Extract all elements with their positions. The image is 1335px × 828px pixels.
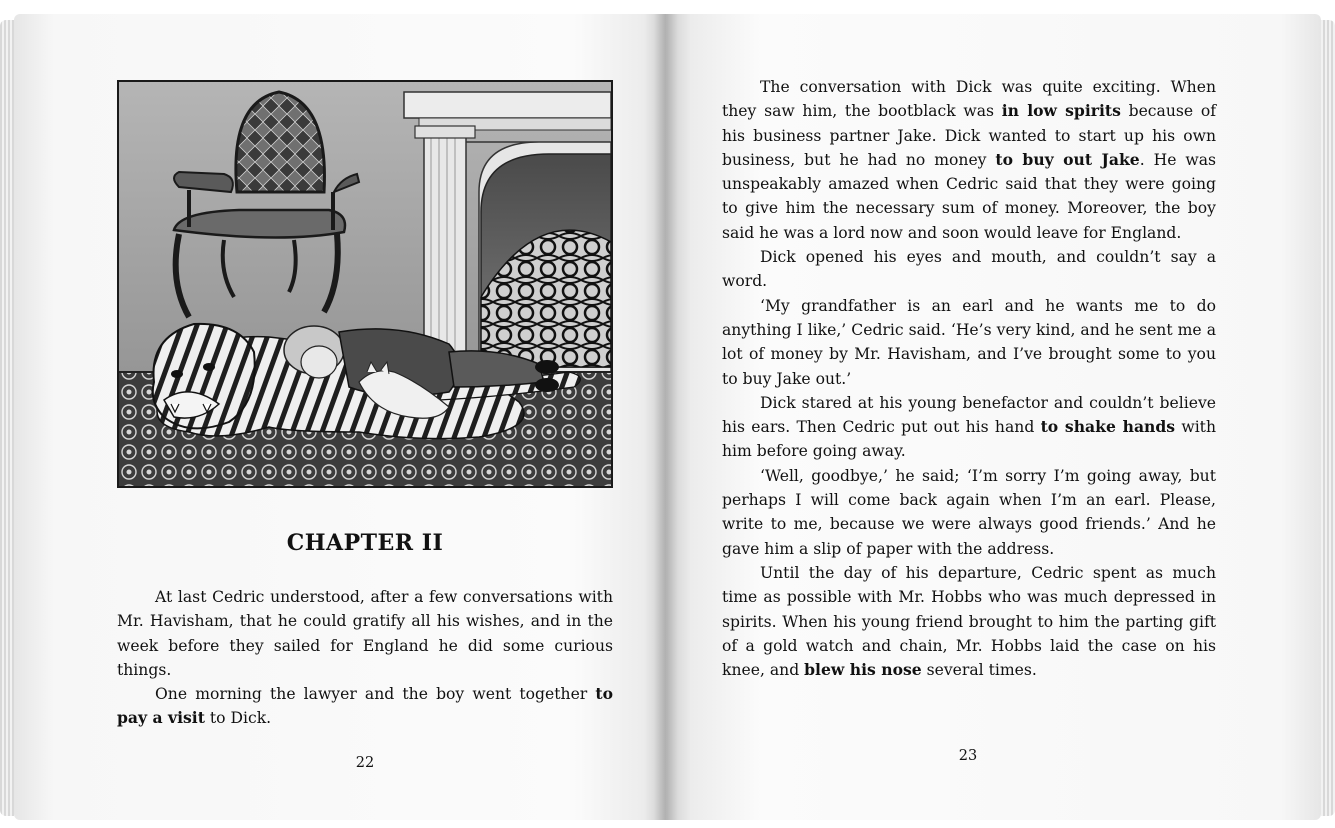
right-page-paragraph: ‘My grandfather is an earl and he wants me to do anything I like,’ Cedric said. ‘He’s very kind, and he sent me a lot of money by Mr. Havisham, and I’ve brought some to you to buy Jake out.’	[722, 296, 1216, 388]
bold-phrase: in low spirits	[1001, 101, 1121, 121]
page-number-right: 23	[958, 748, 978, 764]
right-page-body	[722, 75, 1216, 682]
illustration-cedric-lying-on-tiger-skin-rug	[119, 82, 611, 486]
right-page-paragraph: Until the day of his departure, Cedric spent as much time as possible with Mr. Hobbs who was much depressed in spirits. When his young friend brought to him the parting gift of a gold watch and chain, Mr. Hobbs laid the case on his knee, and blew his nose several times.	[722, 563, 1216, 680]
right-page-paragraph: ‘Well, goodbye,’ he said; ‘I’m sorry I’m going away, but perhaps I will come back again when I’m an earl. Please, write to me, because we were always good friends.’ And he gave him a slip of paper with the address.	[722, 466, 1216, 558]
left-page-edges	[0, 20, 14, 816]
bold-phrase: blew his nose	[804, 660, 922, 680]
bold-phrase: to shake hands	[1040, 417, 1176, 437]
right-page-paragraph: Dick opened his eyes and mouth, and couldn’t say a word.	[722, 248, 1216, 291]
right-page-edges	[1321, 20, 1335, 816]
left-page-paragraph: At last Cedric understood, after a few conversations with Mr. Havisham, that he could gratify all his wishes, and in the week before they sailed for England he did some curious things.	[117, 588, 613, 679]
left-page-paragraph: One morning the lawyer and the boy went together to pay a visit to Dick.	[117, 684, 613, 728]
right-page-paragraph: Dick stared at his young benefactor and couldn’t believe his ears. Then Cedric put out his hand to shake hands with him before going away.	[722, 393, 1216, 461]
bold-phrase: to buy out Jake	[995, 149, 1140, 169]
chapter-title: CHAPTER II	[286, 530, 444, 556]
chapter-illustration	[117, 80, 613, 488]
page-number-left: 22	[355, 755, 375, 771]
book-gutter	[654, 14, 678, 820]
left-page-body	[117, 585, 613, 731]
bold-phrase: to pay a visit	[117, 684, 613, 728]
right-page-paragraph: The conversation with Dick was quite exciting. When they saw him, the bootblack was in low spirits because of his business partner Jake. Dick wanted to start up his own business, but he had no money to buy out Jake. He was unspeakably amazed when Cedric said that they were going to give him the necessary sum of money. Moreover, the boy said he was a lord now and soon would leave for England.	[722, 78, 1216, 242]
